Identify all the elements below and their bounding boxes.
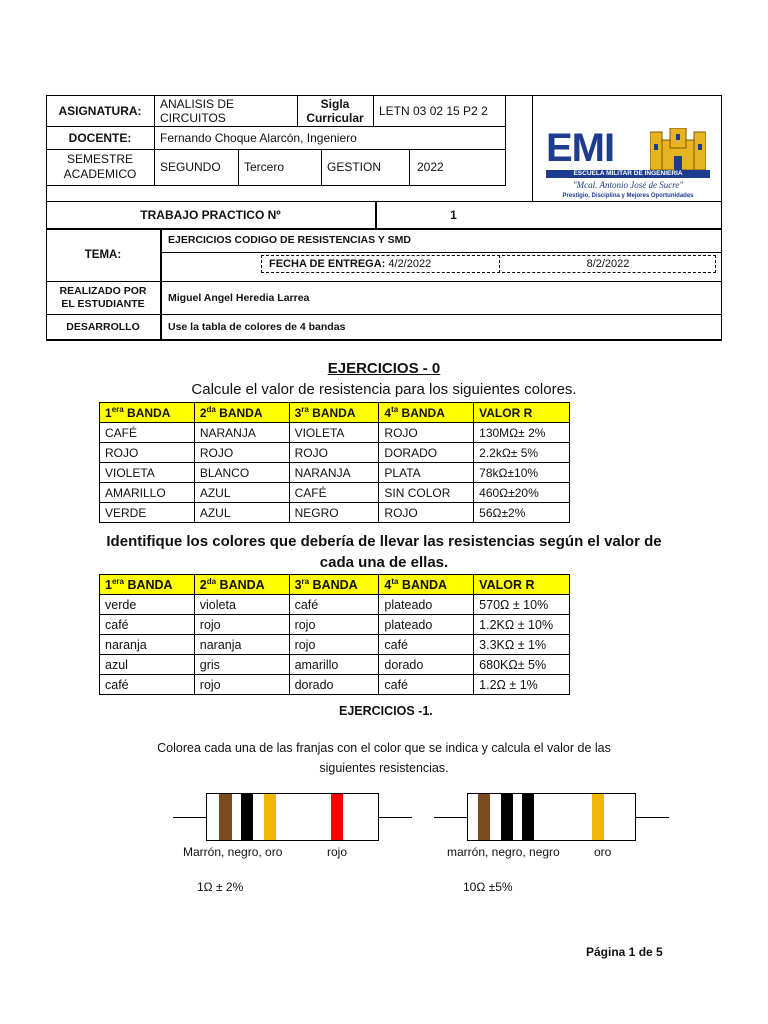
resistor-band <box>241 794 253 840</box>
table-row <box>100 483 570 503</box>
gestion-value: 2022 <box>417 160 444 174</box>
cell: 130MΩ± 2% <box>474 423 570 443</box>
resistor1-label-right: rojo <box>327 845 348 859</box>
cell: 680KΩ± 5% <box>474 655 570 675</box>
resistor-band <box>522 794 534 840</box>
cell: violeta <box>194 595 289 615</box>
cell: amarillo <box>289 655 379 675</box>
table-ejercicios0 <box>99 402 570 523</box>
resistor-lead <box>434 817 467 818</box>
cell: ROJO <box>379 503 474 523</box>
cell: naranja <box>194 635 289 655</box>
grid-line <box>532 95 533 201</box>
sigla-label: Sigla Curricular <box>306 96 364 125</box>
ejercicios0-title: EJERCICIOS - 0 <box>327 360 441 377</box>
resistor-band <box>331 794 343 840</box>
resistor1-label-left: Marrón, negro, oro <box>183 845 283 859</box>
resistor2-label-left: marrón, negro, negro <box>447 845 560 859</box>
resistor-lead <box>379 817 412 818</box>
cell: NARANJA <box>289 463 379 483</box>
resistor-body <box>467 793 636 841</box>
trabajo-num: 1 <box>450 207 457 222</box>
resistor-band <box>592 794 604 840</box>
header-band2: $2^{da}$ BANDA <box>194 575 289 595</box>
table-row <box>100 635 570 655</box>
table-row <box>100 503 570 523</box>
cell: ROJO <box>379 423 474 443</box>
tema-value: EJERCICIOS CODIGO DE RESISTENCIAS Y SMD <box>168 234 411 246</box>
cell: azul <box>100 655 195 675</box>
cell: DORADO <box>379 443 474 463</box>
header-valor: VALOR R <box>474 403 570 423</box>
cell: rojo <box>289 635 379 655</box>
cell: VIOLETA <box>100 463 195 483</box>
cell: verde <box>100 595 195 615</box>
cell: NEGRO <box>289 503 379 523</box>
cell: café <box>100 675 195 695</box>
cell: VERDE <box>100 503 195 523</box>
sigla-value: LETN 03 02 15 P2 2 <box>379 103 488 118</box>
cell: café <box>379 635 474 655</box>
header-band4: $4^{ta}$ BANDA <box>379 575 474 595</box>
logo-name: EMI <box>546 126 615 170</box>
cell: 570Ω ± 10% <box>474 595 570 615</box>
cell: rojo <box>194 675 289 695</box>
header-band1: $1^{era}$ BANDA <box>100 403 195 423</box>
frame-bottom <box>46 339 722 341</box>
ejercicios0-subtitle: Calcule el valor de resistencia para los siguientes colores. <box>191 381 577 398</box>
table-header-row <box>100 403 570 423</box>
fecha-value: 4/2/2022 <box>388 258 432 270</box>
cell: CAFÉ <box>100 423 195 443</box>
docente-value: Fernando Choque Alarcón, Ingeniero <box>160 130 357 145</box>
cell: café <box>100 615 195 635</box>
header-band3: $3^{ra}$ BANDA <box>289 403 379 423</box>
cell: naranja <box>100 635 195 655</box>
cell: 56Ω±2% <box>474 503 570 523</box>
table-row <box>100 443 570 463</box>
table-row <box>100 615 570 635</box>
identifique-text: Identifique los colores que debería de llevar las resistencias según el valor de cada una de ellas. <box>106 533 662 571</box>
cell: plateado <box>379 615 474 635</box>
asignatura-value: ANALISIS DE CIRCUITOS <box>160 96 235 125</box>
year-level: Tercero <box>244 160 285 174</box>
cell: AZUL <box>194 483 289 503</box>
resistor-band <box>478 794 490 840</box>
cell: dorado <box>289 675 379 695</box>
cell: café <box>379 675 474 695</box>
cell: VIOLETA <box>289 423 379 443</box>
header-band1: $1^{era}$ BANDA <box>100 575 195 595</box>
table-row <box>100 595 570 615</box>
cell: ROJO <box>194 443 289 463</box>
table-header-row <box>100 575 570 595</box>
resistor-band <box>501 794 513 840</box>
desarrollo-value: Use la tabla de colores de 4 bandas <box>168 320 346 333</box>
cell: dorado <box>379 655 474 675</box>
fecha-label: FECHA DE ENTREGA: <box>269 258 386 270</box>
cell: SIN COLOR <box>379 483 474 503</box>
resistor-band <box>264 794 276 840</box>
cell: AMARILLO <box>100 483 195 503</box>
cell: gris <box>194 655 289 675</box>
cell: plateado <box>379 595 474 615</box>
semestre-label: SEMESTRE ACADEMICO <box>63 152 137 181</box>
cell: AZUL <box>194 503 289 523</box>
desarrollo-label: DESARROLLO <box>66 320 140 333</box>
cell: 2.2kΩ± 5% <box>474 443 570 463</box>
asignatura-label: ASIGNATURA: <box>58 103 142 118</box>
cell: café <box>289 595 379 615</box>
gestion-label: GESTION <box>327 160 382 174</box>
header-band4: $4^{ta}$ BANDA <box>379 403 474 423</box>
cell: 3.3KΩ ± 1% <box>474 635 570 655</box>
fecha-entrega <box>263 255 499 273</box>
grid-line <box>46 185 505 186</box>
trabajo-label: TRABAJO PRACTICO Nº <box>140 207 281 222</box>
semestre-value: SEGUNDO <box>160 160 221 174</box>
logo-line3: Prestigio, Disciplina y Mejores Oportunidades <box>562 193 694 199</box>
cell: ROJO <box>289 443 379 463</box>
cell: ROJO <box>100 443 195 463</box>
header-band2: $2^{da}$ BANDA <box>194 403 289 423</box>
ejercicios1-instruction-1: Colorea cada una de las franjas con el color que se indica y calcula el valor de las <box>157 741 611 755</box>
docente-label: DOCENTE: <box>68 130 132 145</box>
realizado-label: REALIZADO POR EL ESTUDIANTE <box>59 284 147 310</box>
cell: rojo <box>289 615 379 635</box>
castle-icon <box>650 128 706 170</box>
table-row <box>100 655 570 675</box>
cell: NARANJA <box>194 423 289 443</box>
ejercicios1-instruction-2: siguientes resistencias. <box>319 761 449 775</box>
resistor-band <box>219 794 232 840</box>
header-band3: $3^{ra}$ BANDA <box>289 575 379 595</box>
logo-line1: ESCUELA MILITAR DE INGENIERIA <box>573 170 683 177</box>
table-row <box>100 463 570 483</box>
cell: CAFÉ <box>289 483 379 503</box>
grid-line <box>505 95 506 186</box>
fecha-value2: 8/2/2022 <box>586 258 630 270</box>
logo-line2: "Mcal. Antonio José de Sucre" <box>572 180 684 190</box>
cell: 1.2KΩ ± 10% <box>474 615 570 635</box>
resistor1-value: 1Ω ± 2% <box>197 880 244 894</box>
cell: 78kΩ±10% <box>474 463 570 483</box>
header-valor: VALOR R <box>474 575 570 595</box>
emi-logo <box>540 122 715 202</box>
cell: 1.2Ω ± 1% <box>474 675 570 695</box>
resistor2-label-right: oro <box>594 845 612 859</box>
cell: rojo <box>194 615 289 635</box>
cell: PLATA <box>379 463 474 483</box>
table-row <box>100 675 570 695</box>
table-row <box>100 423 570 443</box>
tema-label: TEMA: <box>84 248 122 261</box>
cell: BLANCO <box>194 463 289 483</box>
resistor2-value: 10Ω ±5% <box>463 880 513 894</box>
cell: 460Ω±20% <box>474 483 570 503</box>
table-identifique <box>99 574 570 695</box>
resistor-lead <box>636 817 669 818</box>
grid-line <box>160 252 722 253</box>
resistor-lead <box>173 817 206 818</box>
ejercicios1-title: EJERCICIOS -1. <box>339 704 433 718</box>
realizado-value: Miguel Angel Heredia Larrea <box>168 291 310 304</box>
page-number: Página 1 de 5 <box>586 945 663 959</box>
